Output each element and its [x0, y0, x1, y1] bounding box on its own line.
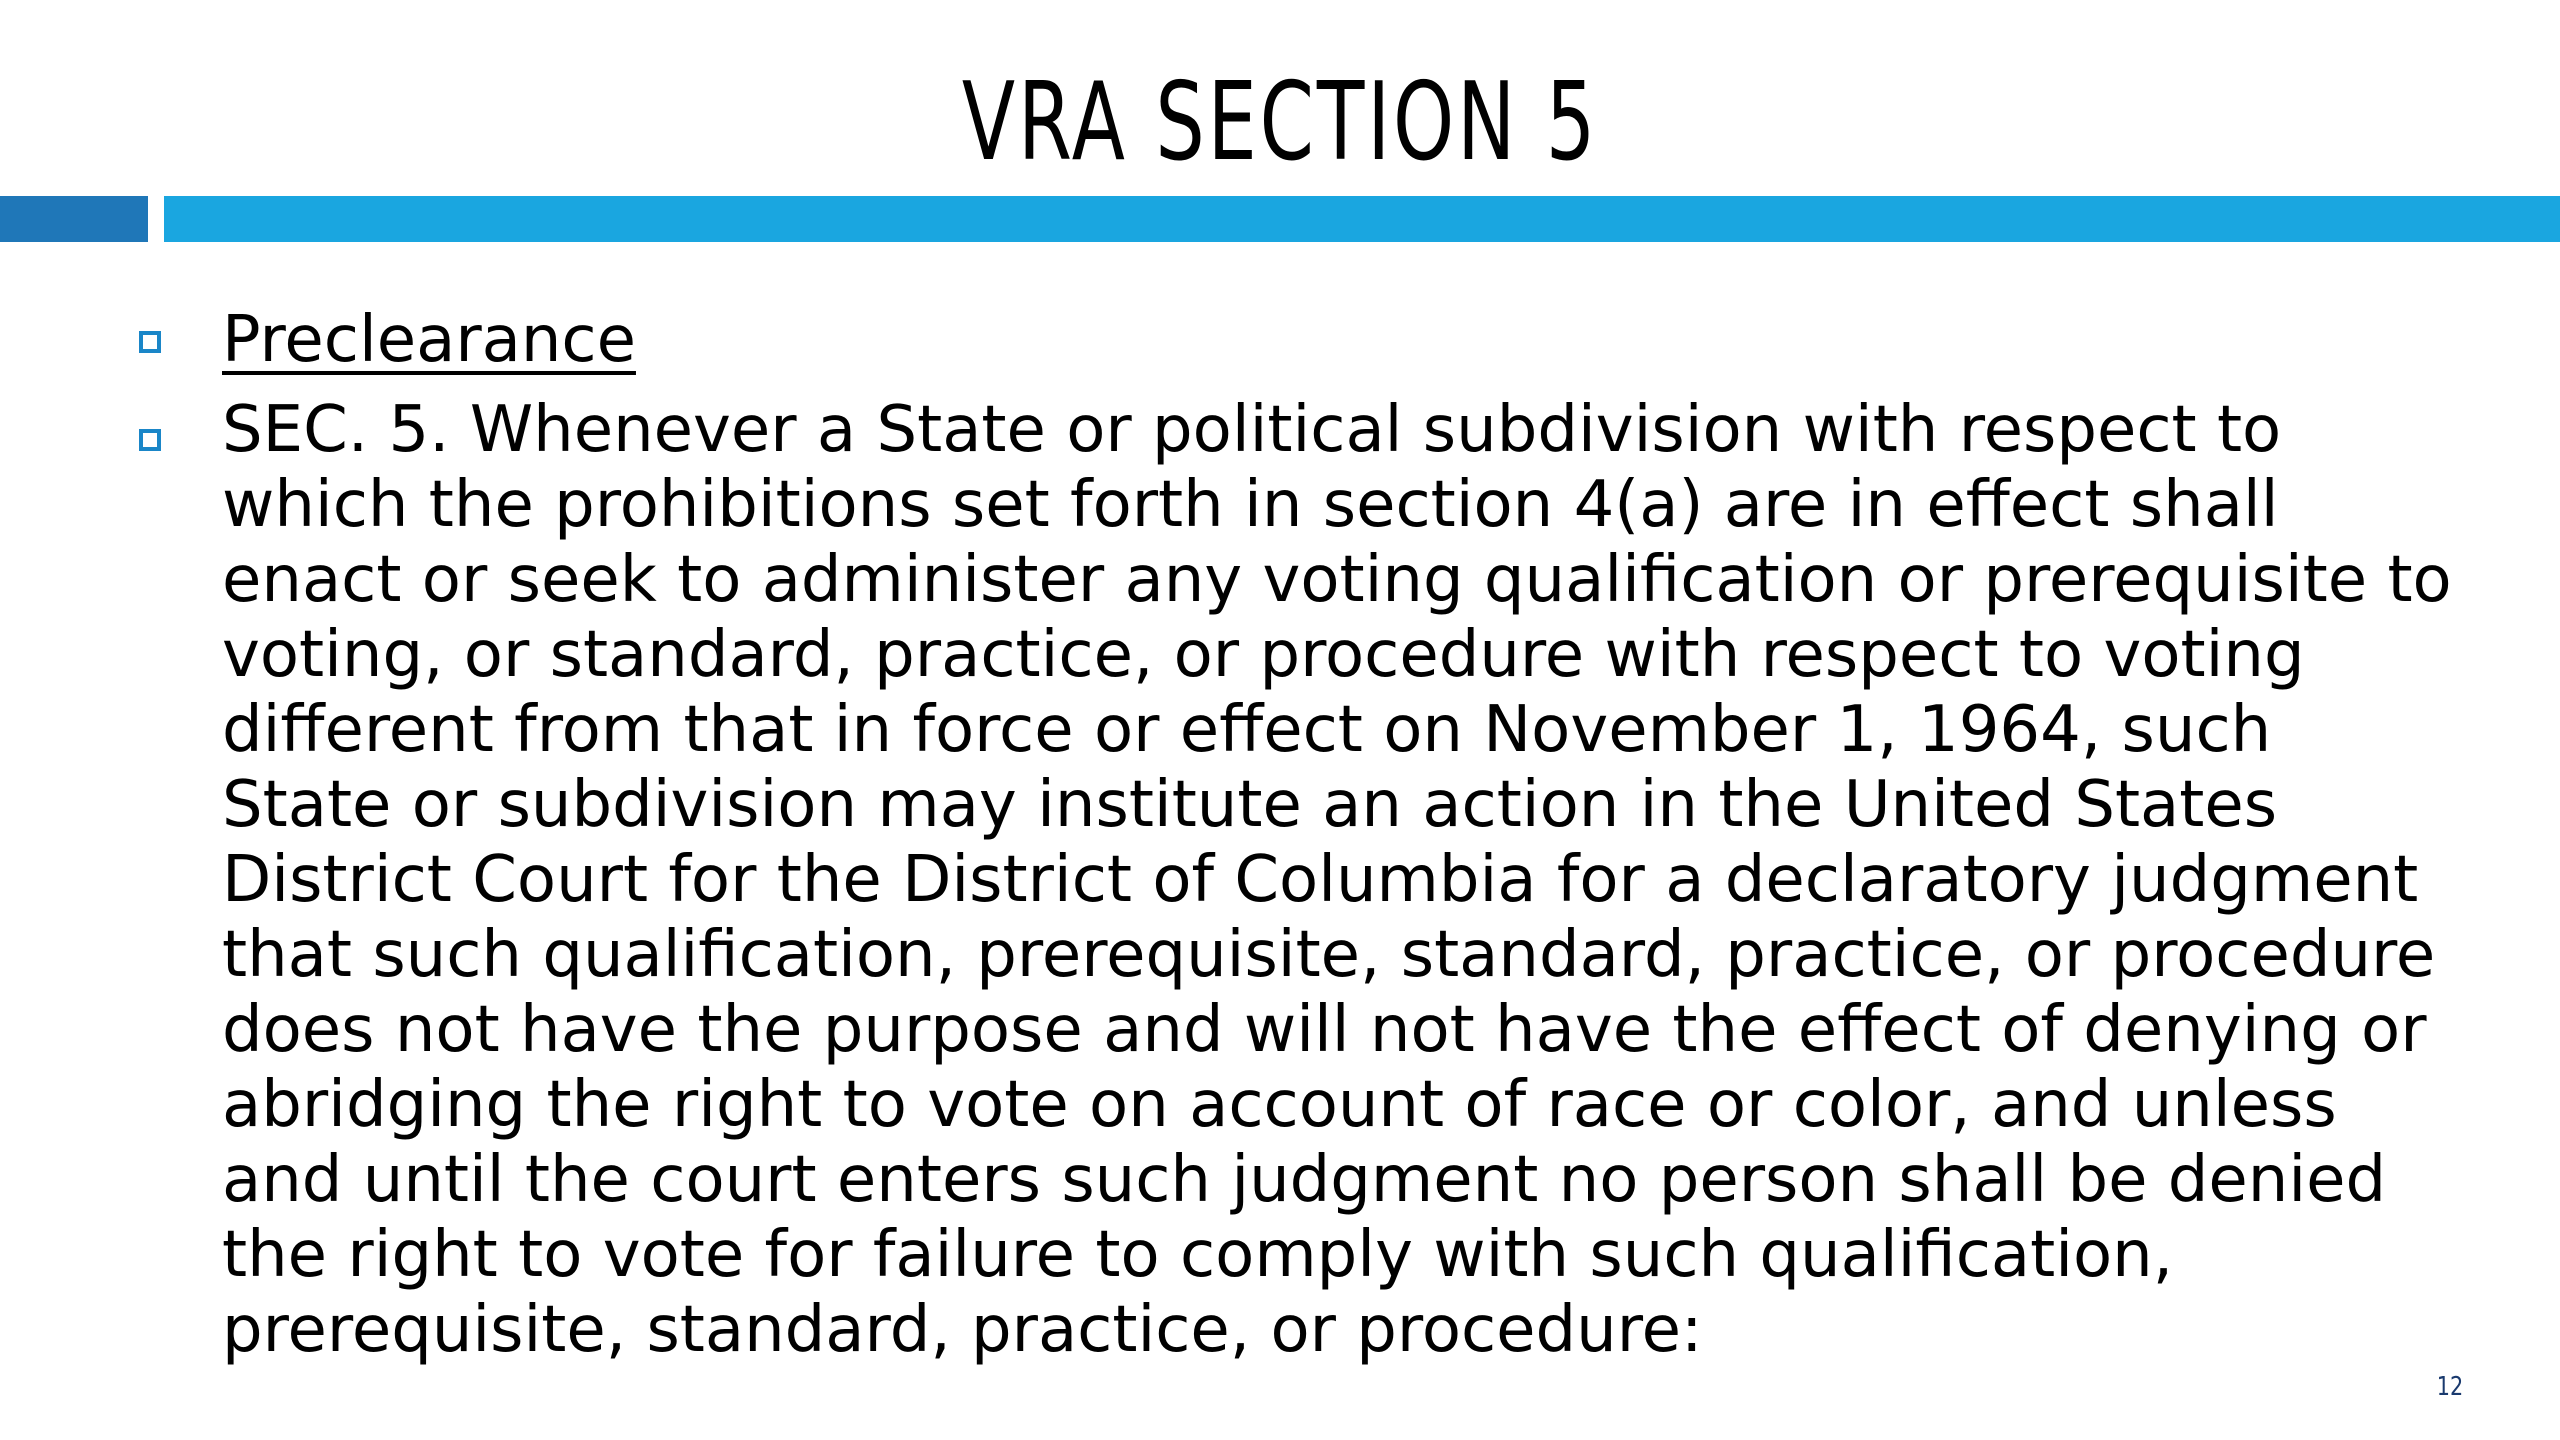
- bullet-item-preclearance: [0, 295, 2452, 385]
- bullet-body: SEC. 5. Whenever a State or political subdivision with respect to which the prohibitions set forth in section 4(a) are in effect shall enact or seek to administer any voting qualification or prerequisite to voting, or standard, practice, or procedure with respect to voting different from that in force or effect on November 1, 1964, such State or subdivision may institute an action in the United States District Court for the District of Columbia for a declaratory judgment that such qualification, prerequisite, standard, practice, or procedure does not have the purpose and will not have the effect of denying or abridging the right to vote on account of race or color, and unless and until the court enters such judgment no person shall be denied the right to vote for failure to comply with such qualification, prerequisite, standard, practice, or procedure:: [222, 393, 2452, 1367]
- slide-content: [0, 295, 2560, 1368]
- square-bullet-icon: [139, 331, 161, 353]
- bullet-heading: Preclearance: [222, 303, 636, 377]
- header-bar-accent: [0, 196, 148, 242]
- bullet-item-section-text: [0, 393, 2452, 1368]
- square-bullet-icon: [139, 429, 161, 451]
- page-number: 12: [2436, 1372, 2464, 1402]
- slide-title: VRA SECTION 5: [961, 60, 1599, 185]
- header-bar: [164, 196, 2560, 242]
